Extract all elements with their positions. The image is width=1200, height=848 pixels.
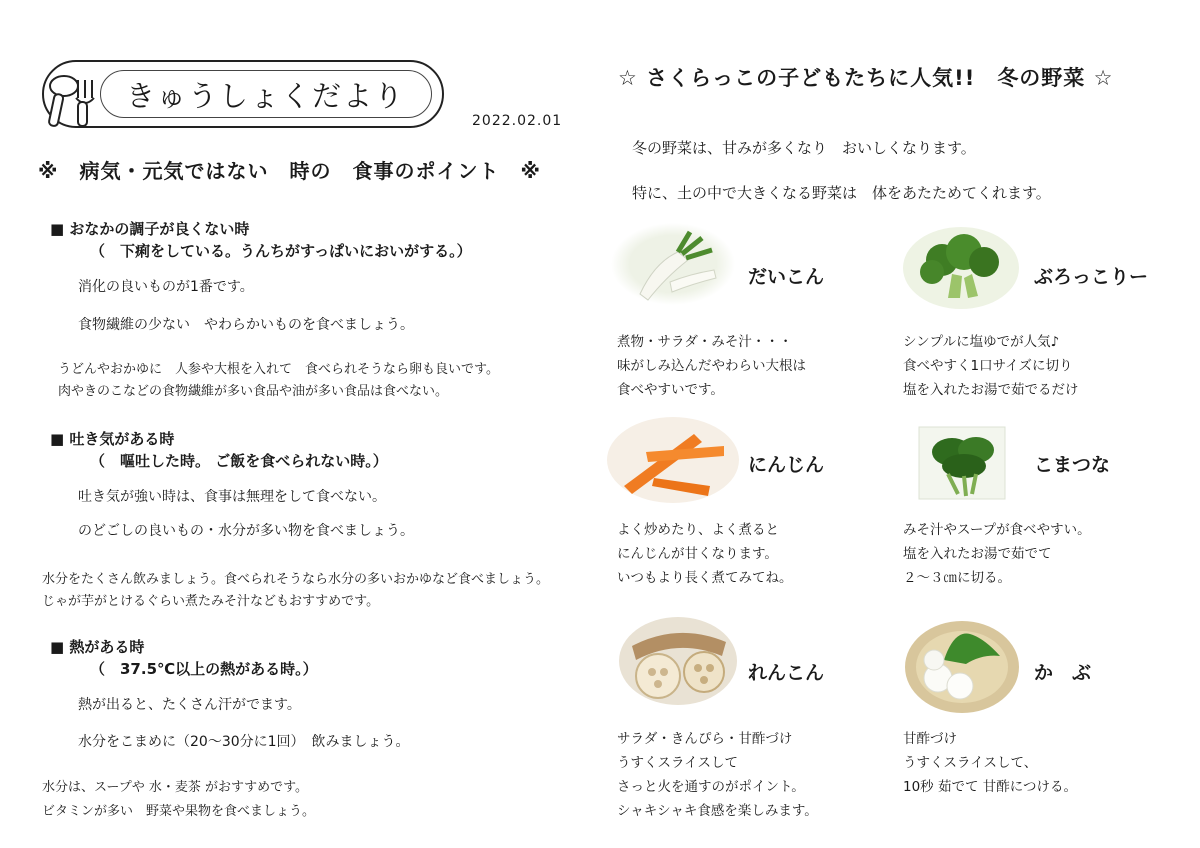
veg-desc-carrot: よく炒めたり、よく煮ると にんじんが甘くなります。 いつもより長く煮てみてね。 (617, 522, 793, 586)
intro-line: 冬の野菜は、甘みが多くなり おいしくなります。 (632, 139, 976, 157)
daikon-photo (610, 222, 736, 306)
lotus-root-photo (618, 616, 738, 706)
section-line: 吐き気が強い時は、食事は無理をして食べない。 (78, 489, 386, 505)
veg-desc-turnip: 甘酢づけ うすくスライスして、 10秒 茹でて 甘酢につける。 (903, 731, 1077, 795)
veg-name-broccoli: ぶろっこりー (1034, 266, 1149, 288)
veg-name-daikon: だいこん (748, 266, 825, 288)
veg-desc-komatsuna: みそ汁やスープが食べやすい。 塩を入れたお湯で茹でて ２～３㎝に切る。 (903, 522, 1091, 586)
section-note: じゃが芋がとけるぐらい煮たみそ汁などもおすすめです。 (42, 594, 380, 609)
newsletter-title: きゅうしょくだより (126, 79, 406, 113)
carrot-photo (606, 416, 740, 504)
section-line: のどごしの良いもの・水分が多い物を食べましょう。 (78, 523, 414, 539)
section-note: 肉やきのこなどの食物繊維が多い食品や油が多い食品は食べない。 (58, 384, 449, 399)
section-note: うどんやおかゆに 人参や大根を入れて 食べられそうなら卵も良いです。 (58, 362, 499, 377)
section-note: 水分は、スープや 水・麦茶 がおすすめです。 (42, 780, 309, 795)
section-line: 水分をこまめに（20～30分に1回） 飲みましょう。 (78, 734, 410, 750)
issue-date: 2022.02.01 (472, 113, 563, 129)
veg-desc-lotus-root: サラダ・きんぴら・甘酢づけ うすくスライスして さっと火を通すのがポイント。 シャキシャキ食感を楽しみます。 (617, 731, 818, 819)
veg-name-komatsuna: こまつな (1034, 454, 1111, 476)
winter-vegetables-heading: ☆ さくらっこの子どもたちに人気!! 冬の野菜 ☆ (618, 66, 1114, 90)
section-line: 消化の良いものが1番です。 (78, 279, 254, 295)
section-sub-fever: （ 37.5℃以上の熱がある時。） (90, 660, 318, 678)
section-heading-stomach: ■ おなかの調子が良くない時 (50, 220, 250, 238)
veg-name-carrot: にんじん (748, 454, 825, 476)
veg-name-turnip: か ぶ (1034, 662, 1092, 684)
turnip-photo (904, 620, 1020, 714)
section-line: 熱が出ると、たくさん汗がでます。 (78, 697, 301, 713)
veg-desc-daikon: 煮物・サラダ・みそ汁・・・ 味がしみ込んだやわらい大根は 食べやすいです。 (617, 334, 806, 398)
section-heading-nausea: ■ 吐き気がある時 (50, 430, 175, 448)
main-heading: ※ 病気・元気ではない 時の 食事のポイント ※ (38, 159, 541, 183)
veg-name-lotus-root: れんこん (748, 662, 825, 684)
section-sub-stomach: （ 下痢をしている。うんちがすっぱいにおいがする。） (90, 242, 472, 260)
intro-line: 特に、土の中で大きくなる野菜は 体をあたためてくれます。 (632, 184, 1051, 202)
section-sub-nausea: （ 嘔吐した時。 ご飯を食べられない時。） (90, 452, 388, 470)
section-note: ビタミンが多い 野菜や果物を食べましょう。 (42, 804, 316, 819)
section-note: 水分をたくさん飲みましょう。食べられそうなら水分の多いおかゆなど食べましょう。 (42, 572, 550, 587)
komatsuna-photo (918, 426, 1006, 500)
veg-desc-broccoli: シンプルに塩ゆでが人気♪ 食べやすく1口サイズに切り 塩を入れたお湯で茹でるだけ (903, 334, 1079, 398)
broccoli-photo (902, 226, 1020, 310)
section-heading-fever: ■ 熱がある時 (50, 638, 145, 656)
fork-spoon-icon (40, 68, 104, 130)
section-line: 食物繊維の少ない やわらかいものを食べましょう。 (78, 317, 414, 333)
